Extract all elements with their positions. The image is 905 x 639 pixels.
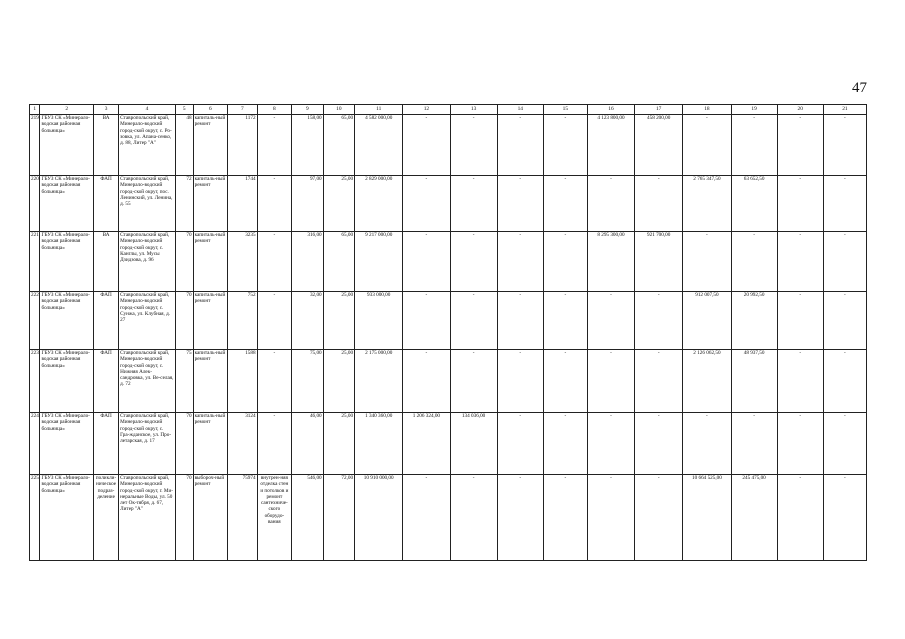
- cell-value: 97,00: [292, 176, 323, 232]
- cell-repair-type: капиталь-ный ремонт: [193, 292, 228, 350]
- cell-row-number: 219: [30, 115, 40, 176]
- cell-value: 25,00: [323, 350, 354, 413]
- cell-funding: -: [823, 475, 866, 561]
- cell-area: 752: [228, 292, 257, 350]
- cell-funding: 921 700,00: [635, 232, 683, 292]
- cell-facility-type: ФАП: [93, 292, 118, 350]
- cell-funding: 20 992,50: [731, 292, 777, 350]
- cell-value: 25,00: [323, 176, 354, 232]
- cell-wear: 70: [175, 232, 193, 292]
- cell-wear: 70: [175, 413, 193, 475]
- cell-works: -: [257, 292, 292, 350]
- cell-funding: 245 475,00: [731, 475, 777, 561]
- cell-funding: -: [635, 292, 683, 350]
- cell-value: 316,00: [292, 232, 323, 292]
- cell-row-number: 221: [30, 232, 40, 292]
- cell-value: 158,00: [292, 115, 323, 176]
- cell-wear: 72: [175, 176, 193, 232]
- cell-total-cost: 933 000,00: [355, 292, 403, 350]
- column-header: 1: [30, 105, 40, 115]
- cell-funding: -: [777, 350, 823, 413]
- cell-works: -: [257, 176, 292, 232]
- column-header: 20: [777, 105, 823, 115]
- cell-funding: 458 200,00: [635, 115, 683, 176]
- cell-funding: -: [497, 292, 543, 350]
- cell-funding: -: [777, 475, 823, 561]
- cell-funding: -: [497, 350, 543, 413]
- cell-institution: ГБУЗ СК «Минерало-водская районная больница»: [40, 475, 93, 561]
- cell-funding: -: [497, 475, 543, 561]
- cell-value: 75,00: [292, 350, 323, 413]
- cell-value: 72,00: [323, 475, 354, 561]
- cell-funding: -: [823, 350, 866, 413]
- cell-funding: -: [635, 475, 683, 561]
- cell-funding: -: [450, 232, 497, 292]
- cell-funding: -: [777, 115, 823, 176]
- cell-total-cost: 9 217 000,00: [355, 232, 403, 292]
- cell-wear: 70: [175, 292, 193, 350]
- cell-total-cost: 10 910 000,00: [355, 475, 403, 561]
- cell-row-number: 222: [30, 292, 40, 350]
- cell-repair-type: капиталь-ный ремонт: [193, 115, 228, 176]
- cell-funding: -: [450, 350, 497, 413]
- column-header: 19: [731, 105, 777, 115]
- cell-funding: -: [683, 413, 731, 475]
- table-header-row: [30, 105, 867, 115]
- cell-funding: -: [543, 232, 587, 292]
- cell-facility-type: поликли-ническое подраз-деление: [93, 475, 118, 561]
- column-header: 18: [683, 105, 731, 115]
- cell-value: 546,00: [292, 475, 323, 561]
- column-header: 7: [228, 105, 257, 115]
- cell-funding: 134 036,00: [450, 413, 497, 475]
- cell-funding: -: [823, 232, 866, 292]
- column-header: 10: [323, 105, 354, 115]
- cell-repair-type: капиталь-ный ремонт: [193, 232, 228, 292]
- cell-total-cost: 1 340 360,00: [355, 413, 403, 475]
- cell-funding: -: [403, 292, 450, 350]
- cell-funding: -: [683, 115, 731, 176]
- cell-repair-type: капиталь-ный ремонт: [193, 176, 228, 232]
- column-header: 6: [193, 105, 228, 115]
- cell-facility-type: ФАП: [93, 413, 118, 475]
- cell-funding: 912 007,50: [683, 292, 731, 350]
- cell-works: внутрен-няя отделка стен и потолков и ремонт сантехниче-ского оборудо-вания: [257, 475, 292, 561]
- cell-funding: -: [587, 350, 634, 413]
- cell-address: Ставропольский край, Минерало-водский город-ской округ, пос. Ленинский, ул. Ленина, д. 55: [119, 176, 176, 232]
- cell-area: 3235: [228, 232, 257, 292]
- cell-address: Ставропольский край, Минерало-водский город-ской округ, с. Сунжа, ул. Клубная, д. 27: [119, 292, 176, 350]
- cell-value: 46,00: [292, 413, 323, 475]
- cell-funding: -: [731, 115, 777, 176]
- cell-funding: 10 664 525,00: [683, 475, 731, 561]
- cell-value: 32,00: [292, 292, 323, 350]
- cell-funding: -: [543, 115, 587, 176]
- cell-funding: -: [823, 176, 866, 232]
- column-header: 16: [587, 105, 634, 115]
- cell-row-number: 224: [30, 413, 40, 475]
- table-row: [30, 232, 867, 292]
- column-header: 17: [635, 105, 683, 115]
- cell-funding: -: [497, 232, 543, 292]
- column-header: 11: [355, 105, 403, 115]
- page-number: 47: [852, 80, 867, 96]
- cell-funding: -: [450, 115, 497, 176]
- cell-funding: -: [497, 176, 543, 232]
- cell-address: Ставропольский край, Минерало-водский город-ской округ, г. Ми-неральные Воды, ул. 50 лет Ок-тября, д. 67, Литер "А": [119, 475, 176, 561]
- column-header: 4: [119, 105, 176, 115]
- cell-row-number: 223: [30, 350, 40, 413]
- cell-institution: ГБУЗ СК «Минерало-водская районная больница»: [40, 413, 93, 475]
- cell-funding: -: [450, 475, 497, 561]
- cell-funding: -: [543, 413, 587, 475]
- cell-works: -: [257, 350, 292, 413]
- cell-row-number: 225: [30, 475, 40, 561]
- cell-repair-type: выбороч-ный ремонт: [193, 475, 228, 561]
- cell-works: -: [257, 232, 292, 292]
- cell-institution: ГБУЗ СК «Минерало-водская районная больница»: [40, 350, 93, 413]
- cell-institution: ГБУЗ СК «Минерало-водская районная больница»: [40, 292, 93, 350]
- cell-wear: 75: [175, 350, 193, 413]
- column-header: 21: [823, 105, 866, 115]
- cell-value: 25,00: [323, 413, 354, 475]
- cell-total-cost: 4 582 000,00: [355, 115, 403, 176]
- column-header: 8: [257, 105, 292, 115]
- cell-funding: -: [403, 350, 450, 413]
- cell-repair-type: капиталь-ный ремонт: [193, 350, 228, 413]
- cell-funding: -: [497, 413, 543, 475]
- cell-funding: -: [635, 350, 683, 413]
- cell-funding: 48 937,50: [731, 350, 777, 413]
- cell-funding: -: [777, 292, 823, 350]
- table-row: [30, 115, 867, 176]
- cell-area: 1588: [228, 350, 257, 413]
- cell-address: Ставропольский край, Минерало-водский город-ской округ, с. Канглы, ул. Мусы Дзидзова, д. 96: [119, 232, 176, 292]
- cell-value: 25,00: [323, 292, 354, 350]
- cell-funding: 2 126 062,50: [683, 350, 731, 413]
- cell-funding: -: [543, 475, 587, 561]
- table-row: [30, 176, 867, 232]
- cell-address: Ставропольский край, Минерало-водский город-ской округ, с. Гра-жданское, ул. Про-летарская, д. 17: [119, 413, 176, 475]
- cell-funding: 4 123 800,00: [587, 115, 634, 176]
- cell-funding: -: [450, 292, 497, 350]
- cell-value: 65,00: [323, 232, 354, 292]
- data-table: [29, 104, 867, 561]
- cell-total-cost: 2 829 000,00: [355, 176, 403, 232]
- cell-funding: 1 206 324,00: [403, 413, 450, 475]
- cell-works: -: [257, 115, 292, 176]
- cell-funding: 2 765 347,50: [683, 176, 731, 232]
- column-header: 14: [497, 105, 543, 115]
- column-header: 3: [93, 105, 118, 115]
- cell-funding: -: [731, 413, 777, 475]
- cell-total-cost: 2 175 000,00: [355, 350, 403, 413]
- cell-funding: -: [543, 350, 587, 413]
- column-header: 13: [450, 105, 497, 115]
- cell-facility-type: ФАП: [93, 350, 118, 413]
- cell-wear: 48: [175, 115, 193, 176]
- table-row: [30, 292, 867, 350]
- cell-facility-type: ФАП: [93, 176, 118, 232]
- cell-funding: -: [823, 115, 866, 176]
- table-row: [30, 475, 867, 561]
- column-header: 15: [543, 105, 587, 115]
- cell-institution: ГБУЗ СК «Минерало-водская районная больница»: [40, 232, 93, 292]
- cell-row-number: 220: [30, 176, 40, 232]
- cell-funding: -: [731, 232, 777, 292]
- cell-area: 1744: [228, 176, 257, 232]
- cell-funding: -: [683, 232, 731, 292]
- cell-funding: -: [635, 176, 683, 232]
- cell-funding: -: [587, 475, 634, 561]
- cell-funding: -: [587, 413, 634, 475]
- cell-funding: -: [497, 115, 543, 176]
- table-row: [30, 350, 867, 413]
- cell-address: Ставропольский край, Минерало-водский город-ской округ, с. Ро-зовка, ул. Апана-сенко, д. 88, Литер "А": [119, 115, 176, 176]
- cell-funding: -: [403, 475, 450, 561]
- table-row: [30, 413, 867, 475]
- cell-institution: ГБУЗ СК «Минерало-водская районная больница»: [40, 176, 93, 232]
- cell-funding: -: [823, 292, 866, 350]
- cell-funding: -: [777, 413, 823, 475]
- cell-funding: 63 652,50: [731, 176, 777, 232]
- cell-funding: -: [403, 176, 450, 232]
- cell-funding: -: [543, 176, 587, 232]
- cell-area: 3124: [228, 413, 257, 475]
- cell-funding: -: [543, 292, 587, 350]
- cell-funding: -: [450, 176, 497, 232]
- cell-funding: -: [777, 232, 823, 292]
- cell-facility-type: ВА: [93, 115, 118, 176]
- cell-facility-type: ВА: [93, 232, 118, 292]
- cell-repair-type: капиталь-ный ремонт: [193, 413, 228, 475]
- cell-funding: -: [403, 115, 450, 176]
- cell-works: -: [257, 413, 292, 475]
- cell-funding: -: [777, 176, 823, 232]
- cell-funding: -: [587, 292, 634, 350]
- cell-address: Ставропольский край, Минерало-водский город-ской округ, с. Нижняя Алек-сандровка, ул. Ве-селая, д. 72: [119, 350, 176, 413]
- cell-funding: -: [403, 232, 450, 292]
- cell-institution: ГБУЗ СК «Минерало-водская районная больница»: [40, 115, 93, 176]
- cell-area: 75974: [228, 475, 257, 561]
- cell-funding: 8 295 300,00: [587, 232, 634, 292]
- cell-wear: 70: [175, 475, 193, 561]
- column-header: 9: [292, 105, 323, 115]
- column-header: 12: [403, 105, 450, 115]
- cell-value: 65,00: [323, 115, 354, 176]
- cell-area: 1172: [228, 115, 257, 176]
- cell-funding: -: [635, 413, 683, 475]
- column-header: 5: [175, 105, 193, 115]
- cell-funding: -: [587, 176, 634, 232]
- cell-funding: -: [823, 413, 866, 475]
- column-header: 2: [40, 105, 93, 115]
